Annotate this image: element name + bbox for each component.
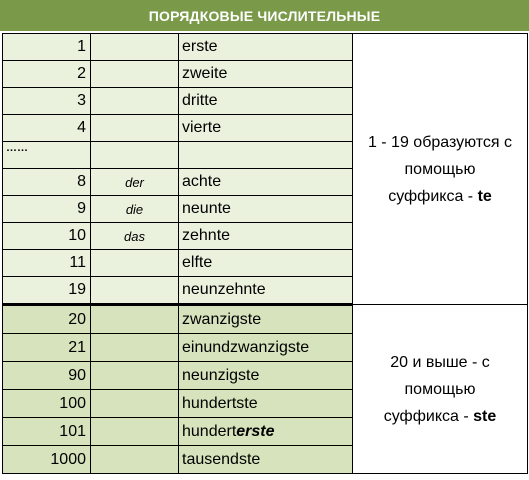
suffix-ste: ste — [473, 407, 497, 425]
word-cell: vierte — [179, 115, 353, 142]
word-cell: hunderterste — [179, 418, 353, 446]
number-cell: 101 — [3, 418, 91, 446]
article-cell — [91, 250, 179, 277]
note-line: суффикса - ste — [383, 407, 497, 425]
article-cell — [91, 390, 179, 418]
article-cell — [91, 334, 179, 362]
word-cell — [179, 142, 353, 169]
note-line: помощью — [404, 380, 476, 398]
note-line: 1 - 19 образуются с — [367, 133, 513, 151]
word-cell: dritte — [179, 88, 353, 115]
word-cell: hundertste — [179, 390, 353, 418]
number-cell: 8 — [3, 169, 91, 196]
article-cell — [91, 34, 179, 61]
word-cell: achte — [179, 169, 353, 196]
suffix-te: te — [477, 187, 492, 205]
table-title: ПОРЯДКОВЫЕ ЧИСЛИТЕЛЬНЫЕ — [0, 0, 529, 31]
number-cell: 9 — [3, 196, 91, 223]
article-cell — [91, 305, 179, 334]
article-cell — [91, 446, 179, 474]
rule-note-1-19 — [353, 34, 528, 305]
note-line: помощью — [404, 160, 476, 178]
number-cell: 19 — [3, 277, 91, 305]
article-cell — [91, 61, 179, 88]
rule-note-20-plus — [353, 305, 528, 474]
article-cell — [91, 362, 179, 390]
article-cell: der — [91, 169, 179, 196]
article-cell — [91, 88, 179, 115]
word-cell: zweite — [179, 61, 353, 88]
word-cell: erste — [179, 34, 353, 61]
number-cell: 11 — [3, 250, 91, 277]
number-cell: 4 — [3, 115, 91, 142]
number-cell: 3 — [3, 88, 91, 115]
word-cell: neunzehnte — [179, 277, 353, 305]
note-line: 20 и выше - с — [390, 353, 490, 371]
ellipsis-cell: …… — [3, 142, 91, 169]
note-line: суффикса - te — [388, 187, 492, 205]
word-cell: zwanzigste — [179, 305, 353, 334]
table-row — [3, 34, 528, 61]
number-cell: 1000 — [3, 446, 91, 474]
article-cell: die — [91, 196, 179, 223]
word-cell: elfte — [179, 250, 353, 277]
number-cell: 100 — [3, 390, 91, 418]
word-cell: neunzigste — [179, 362, 353, 390]
emphasized-ending: erste — [236, 422, 275, 440]
article-cell — [91, 115, 179, 142]
word-cell: tausendste — [179, 446, 353, 474]
number-cell: 21 — [3, 334, 91, 362]
article-cell — [91, 142, 179, 169]
table-row — [3, 305, 528, 334]
number-cell: 20 — [3, 305, 91, 334]
article-cell — [91, 277, 179, 305]
word-cell: einundzwanzigste — [179, 334, 353, 362]
number-cell: 2 — [3, 61, 91, 88]
article-cell — [91, 418, 179, 446]
number-cell: 90 — [3, 362, 91, 390]
word-cell: neunte — [179, 196, 353, 223]
number-cell: 1 — [3, 34, 91, 61]
word-cell: zehnte — [179, 223, 353, 250]
article-cell: das — [91, 223, 179, 250]
ordinal-numbers-table — [2, 33, 528, 474]
number-cell: 10 — [3, 223, 91, 250]
